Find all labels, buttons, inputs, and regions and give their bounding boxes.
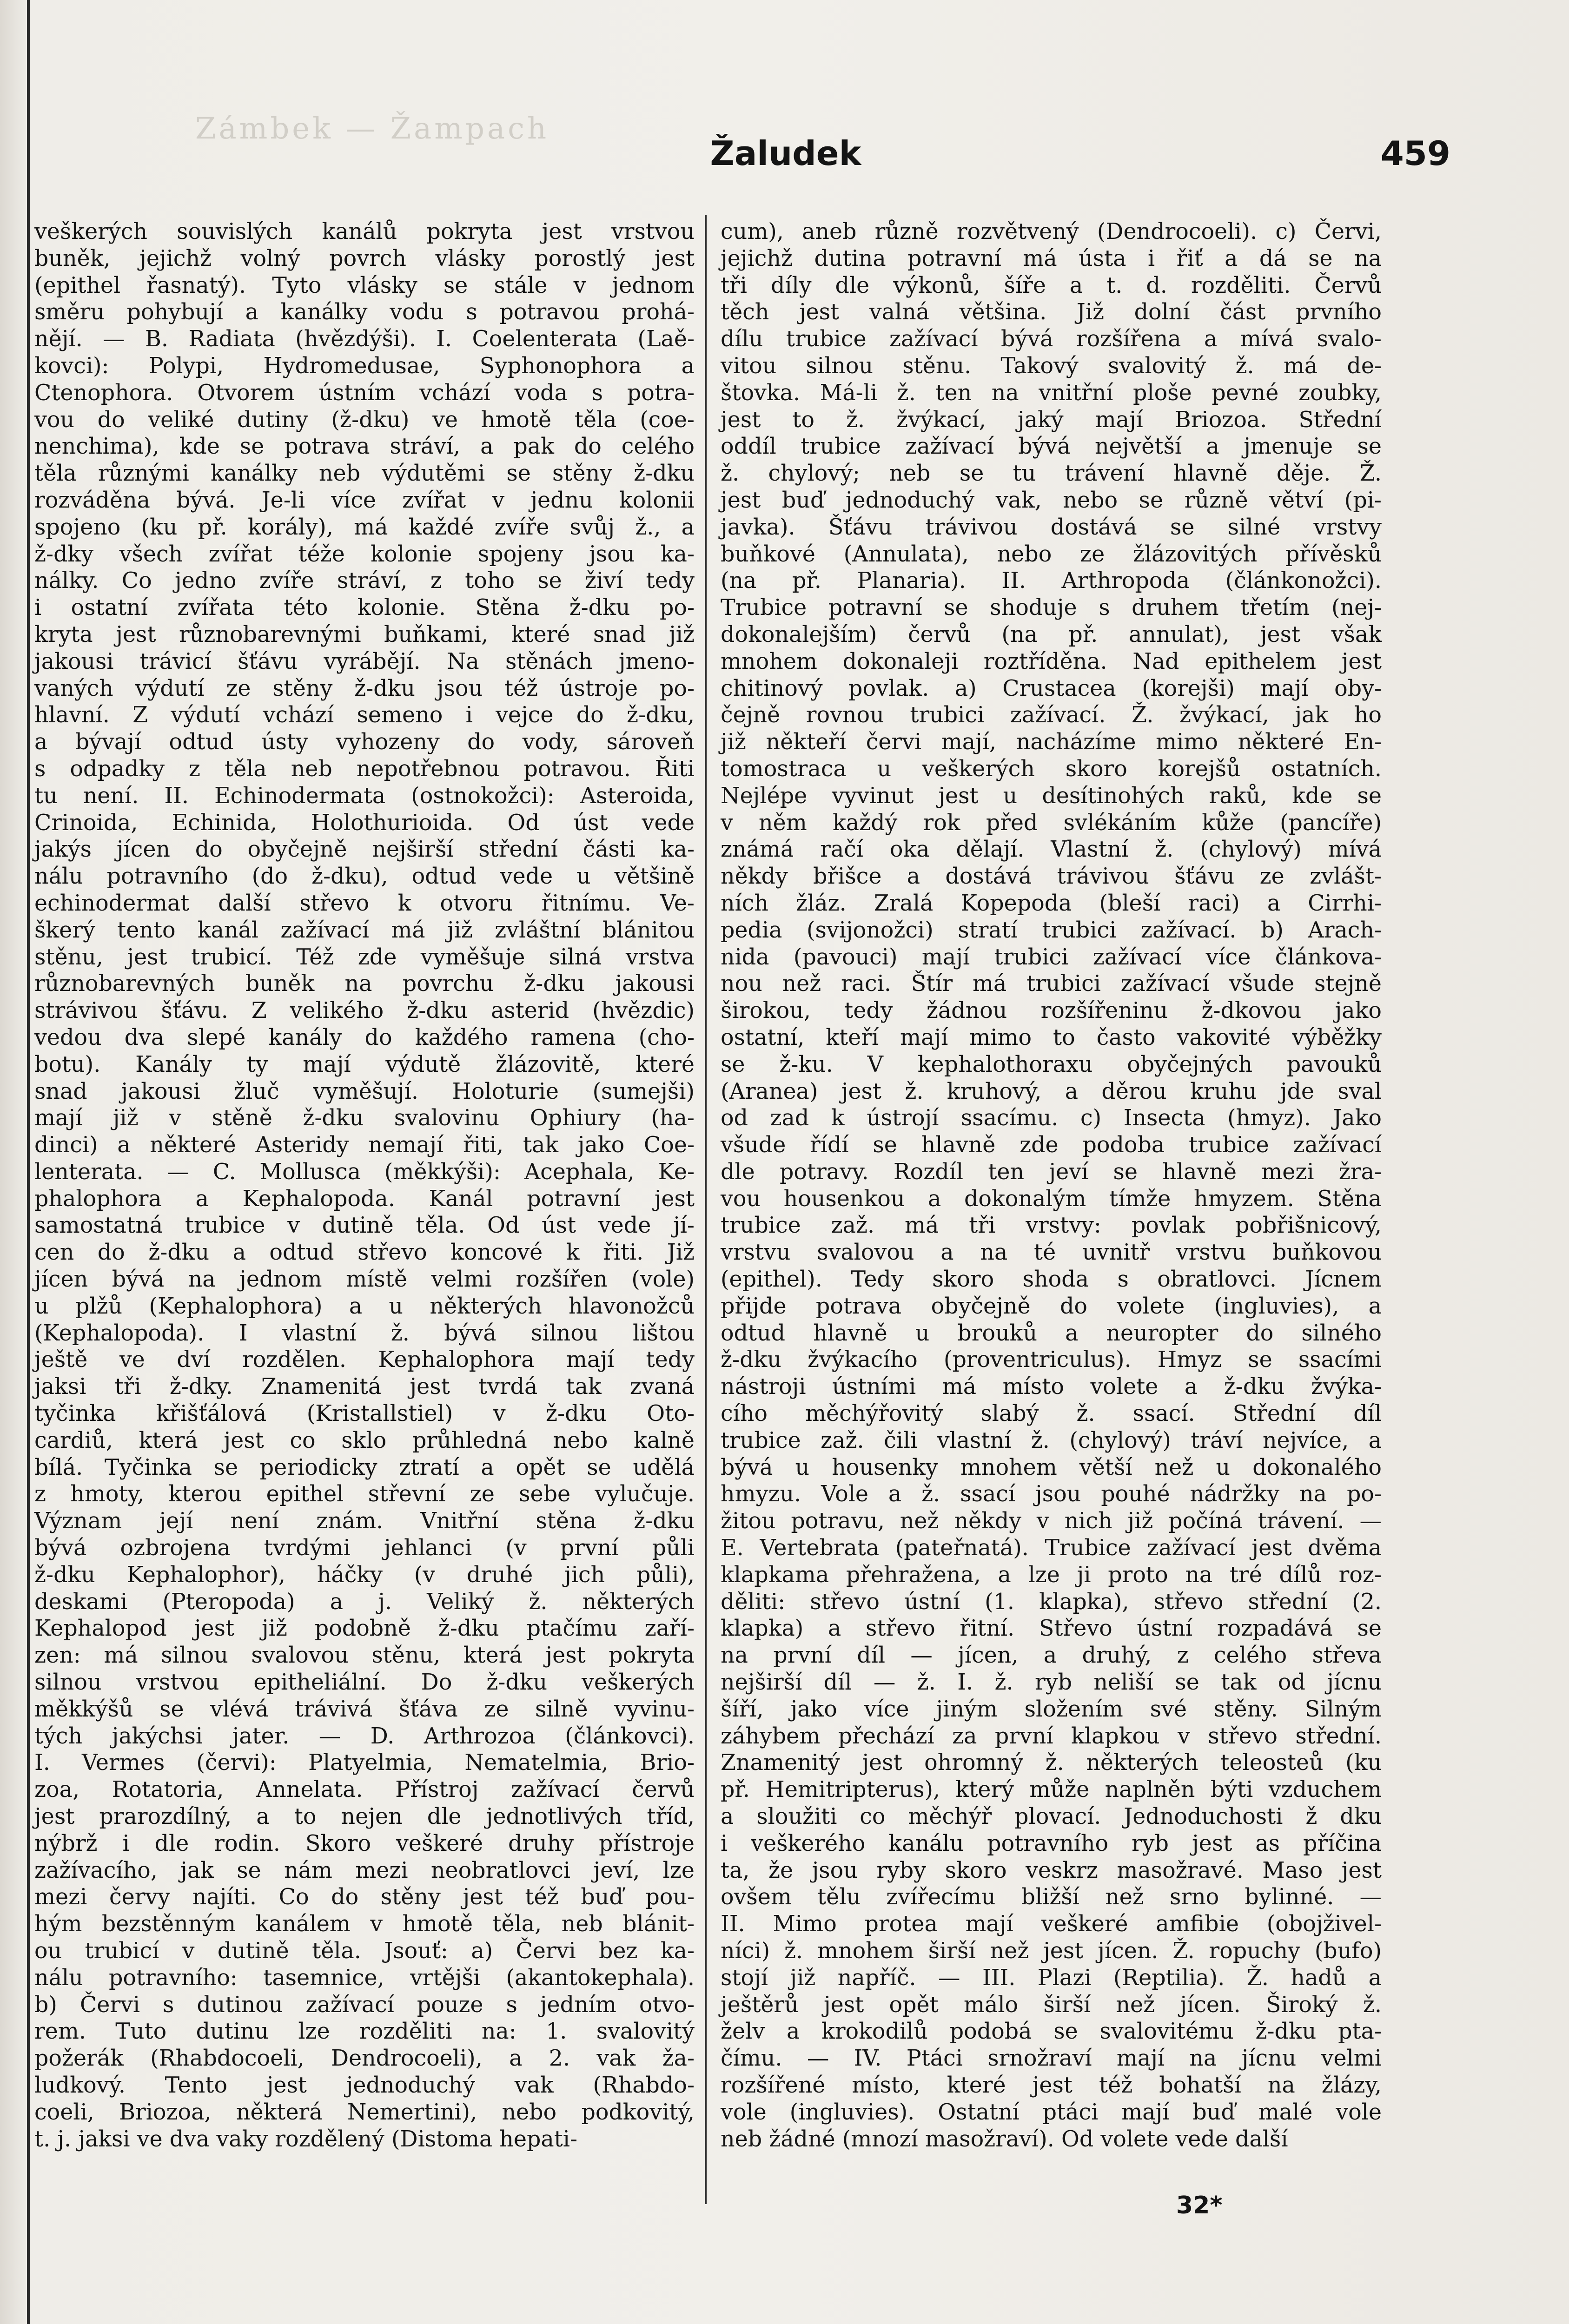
text-line: cího měchýřovitý slabý ž. ssací. Střední díl	[721, 1401, 1382, 1427]
text-line: nejširší díl — ž. I. ž. ryb neliší se tak od jícnu	[721, 1670, 1382, 1696]
text-line: známá račí oka dělají. Vlastní ž. (chylový) mívá	[721, 837, 1382, 863]
text-line: žitou potravu, než někdy v nich již počíná trávení. —	[721, 1508, 1382, 1534]
page-title: Žaludek	[710, 134, 861, 173]
text-line: zoa, Rotatoria, Annelata. Přístroj zažívací červů	[34, 1777, 695, 1803]
left-column	[34, 218, 695, 2152]
text-line: nálu potravního (do ž-dku), odtud vede u většině	[34, 864, 695, 890]
column-divider	[705, 215, 707, 2204]
text-line: vedou dva slepé kanály do každého ramena (cho-	[34, 1024, 695, 1050]
text-line: klapka) a střevo řitní. Střevo ústní rozpadává se	[721, 1616, 1382, 1642]
text-line: (epithel). Tedy skoro shoda s obratlovci. Jícnem	[721, 1267, 1382, 1293]
page-edge-rule	[27, 0, 30, 2324]
signature-mark: 32*	[1176, 2192, 1223, 2219]
text-line: někdy břišce a dostává trávivou šťávu ze zvlášt-	[721, 864, 1382, 890]
text-line: phalophora a Kephalopoda. Kanál potravní jest	[34, 1186, 695, 1212]
text-line: rozváděna bývá. Je-li více zvířat v jednu kolonii	[34, 487, 695, 513]
text-line: tu není. II. Echinodermata (ostnokožci): Asteroida,	[34, 783, 695, 809]
text-line: Ctenophora. Otvorem ústním vchází voda s potra-	[34, 380, 695, 406]
text-line: tých jakýchsi jater. — D. Arthrozoa (článkovci).	[34, 1723, 695, 1749]
text-line: buněk, jejichž volný povrch vlásky porostlý jest	[34, 245, 695, 271]
text-line: bílá. Tyčinka se periodicky ztratí a opět se udělá	[34, 1454, 695, 1480]
right-column	[721, 218, 1382, 2152]
text-line: ovšem tělu zvířecímu bližší než srno bylinné. —	[721, 1884, 1382, 1910]
text-line: chitinový povlak. a) Crustacea (korejši) mají oby-	[721, 675, 1382, 701]
text-line: mají již v stěně ž-dku svalovinu Ophiury (ha-	[34, 1105, 695, 1131]
text-line: mnohem dokonaleji roztříděna. Nad epithelem jest	[721, 648, 1382, 674]
text-line: u plžů (Kephalophora) a u některých hlavonožců	[34, 1293, 695, 1319]
page-number: 459	[1380, 134, 1450, 173]
text-line: a sloužiti co měchýř plovací. Jednoduchosti ž dku	[721, 1804, 1382, 1830]
text-line: nýbrž i dle rodin. Skoro veškeré druhy přístroje	[34, 1830, 695, 1856]
text-line: jest buď jednoduchý vak, nebo se různě větví (pi-	[721, 487, 1382, 513]
text-line: dinci) a některé Asteridy nemají řiti, tak jako Coe-	[34, 1132, 695, 1158]
text-line: kryta jest různobarevnými buňkami, které snad již	[34, 621, 695, 647]
text-line: želv a krokodilů podobá se svalovitému ž-dku pta-	[721, 2019, 1382, 2045]
text-line: tyčinka křišťálová (Kristallstiel) v ž-dku Oto-	[34, 1401, 695, 1427]
text-line: v něm každý rok před svlékáním kůže (pancíře)	[721, 810, 1382, 836]
text-line: snad jakousi žluč vyměšují. Holoturie (sumejši)	[34, 1078, 695, 1104]
text-line: jaksi tři ž-dky. Znamenitá jest tvrdá tak zvaná	[34, 1374, 695, 1400]
text-line: z hmoty, kterou epithel střevní ze sebe vylučuje.	[34, 1481, 695, 1507]
text-line: trubice zaž. čili vlastní ž. (chylový) tráví nejvíce, a	[721, 1427, 1382, 1453]
text-line: nou než raci. Štír má trubici zažívací všude stejně	[721, 971, 1382, 997]
text-line: bývá ozbrojena tvrdými jehlanci (v první půli	[34, 1535, 695, 1561]
text-line: ou trubicí v dutině těla. Jsouť: a) Červi bez ka-	[34, 1938, 695, 1964]
text-line: jícen bývá na jednom místě velmi rozšířen (vole)	[34, 1267, 695, 1293]
text-line: nenchima), kde se potrava stráví, a pak do celého	[34, 434, 695, 460]
text-line: II. Mimo protea mají veškeré amfibie (obojživel-	[721, 1911, 1382, 1937]
text-line: jejichž dutina potravní má ústa i řiť a dá se na	[721, 245, 1382, 271]
text-line: vou do veliké dutiny (ž-dku) ve hmotě těla (coe-	[34, 407, 695, 433]
text-line: nějí. — B. Radiata (hvězdýši). I. Coelenterata (Laě-	[34, 326, 695, 352]
text-line: záhybem přechází za první klapkou v střevo střední.	[721, 1723, 1382, 1749]
text-line: př. Hemitripterus), který může naplněn býti vzduchem	[721, 1777, 1382, 1803]
text-line: strávivou šťávu. Z velikého ž-dku asterid (hvězdic)	[34, 998, 695, 1024]
text-line: kovci): Polypi, Hydromedusae, Syphonophora a	[34, 353, 695, 379]
text-line: děliti: střevo ústní (1. klapka), střevo střední (2.	[721, 1589, 1382, 1615]
text-line: veškerých souvislých kanálů pokryta jest vrstvou	[34, 219, 695, 244]
text-line: trubice zaž. má tři vrstvy: povlak pobřišnicový,	[721, 1213, 1382, 1239]
text-line: silnou vrstvou epitheliální. Do ž-dku veškerých	[34, 1670, 695, 1696]
text-line: nálu potravního: tasemnice, vrtějši (akantokephala).	[34, 1965, 695, 1991]
text-line: ž-dky všech zvířat téže kolonie spojeny jsou ka-	[34, 541, 695, 567]
text-line: čímu. — IV. Ptáci srnožraví mají na jícnu velmi	[721, 2046, 1382, 2072]
text-line: cen do ž-dku a odtud střevo koncové k řiti. Již	[34, 1240, 695, 1266]
text-line: přijde potrava obyčejně do volete (ingluvies), a	[721, 1293, 1382, 1319]
text-line: jest prarozdílný, a to nejen dle jednotlivých tříd,	[34, 1804, 695, 1830]
text-line: ž-dku Kephalophor), háčky (v druhé jich půli),	[34, 1562, 695, 1588]
text-line: vitou silnou stěnu. Takový svalovitý ž. má de-	[721, 353, 1382, 379]
text-line: t. j. jaksi ve dva vaky rozdělený (Distoma hepati-	[34, 2126, 578, 2152]
text-line: různobarevných buněk na povrchu ž-dku jakousi	[34, 971, 695, 997]
text-line: vou housenkou a dokonalým tímže hmyzem. Stěna	[721, 1186, 1382, 1212]
bleed-through-text: Zámbek — Žampach	[195, 112, 549, 146]
text-line: coeli, Briozoa, některá Nemertini), nebo podkovitý,	[34, 2099, 695, 2125]
text-line: směru pohybují a kanálky vodu s potravou prohá-	[34, 299, 695, 325]
text-line: měkkýšů se vlévá trávivá šťáva ze silně vyvinu-	[34, 1696, 695, 1722]
text-line: ž-dku žvýkacího (proventriculus). Hmyz se ssacími	[721, 1347, 1382, 1373]
text-line: ních žláz. Zralá Kopepoda (bleší raci) a Cirrhi-	[721, 890, 1382, 916]
text-line: deskami (Pteropoda) a j. Veliký ž. některých	[34, 1589, 695, 1615]
text-line: škerý tento kanál zažívací má již zvláštní blánitou	[34, 917, 695, 943]
text-line: b) Červi s dutinou zažívací pouze s jedním otvo-	[34, 1992, 695, 2018]
text-line: a bývají odtud ústy vyhozeny do vody, sároveň	[34, 729, 695, 755]
text-line: Crinoida, Echinida, Holothurioida. Od úst vede	[34, 810, 695, 836]
text-line: klapkama přehražena, a lze ji proto na tré dílů roz-	[721, 1562, 1382, 1588]
text-line: (epithel řasnatý). Tyto vlásky se stále v jednom	[34, 272, 695, 298]
text-line: ž. chylový; neb se tu trávení hlavně děje. Ž.	[721, 461, 1382, 487]
text-line: vole (ingluvies). Ostatní ptáci mají buď malé vole	[721, 2099, 1382, 2125]
text-line: i ostatní zvířata této kolonie. Stěna ž-dku po-	[34, 595, 695, 621]
text-line: ještěrů jest opět málo širší než jícen. Široký ž.	[721, 1992, 1382, 2018]
text-line: echinodermat další střevo k otvoru řitnímu. Ve-	[34, 890, 695, 916]
text-line: čejně rovnou trubici zažívací. Ž. žvýkací, jak ho	[721, 702, 1382, 728]
text-line: stěnu, jest trubicí. Též zde vyměšuje silná vrstva	[34, 944, 695, 970]
text-line: šíří, jako více jiným složením své stěny. Silným	[721, 1696, 1382, 1722]
text-line: ludkový. Tento jest jednoduchý vak (Rhabdo-	[34, 2072, 695, 2098]
text-line: neb žádné (mnozí masožraví). Od volete vede další	[721, 2126, 1288, 2152]
text-line: zažívacího, jak se nám mezi neobratlovci jeví, lze	[34, 1857, 695, 1883]
text-line: hlavní. Z výdutí vchází semeno i vejce do ž-dku,	[34, 702, 695, 728]
text-line: tomostraca u veškerých skoro korejšů ostatních.	[721, 756, 1382, 782]
text-line: štovka. Má-li ž. ten na vnitřní ploše pevné zoubky,	[721, 380, 1382, 406]
text-line: tři díly dle výkonů, šíře a t. d. rozděliti. Červů	[721, 272, 1382, 298]
text-line: již někteří červi mají, nacházíme mimo některé En-	[721, 729, 1382, 755]
text-line: mezi červy najíti. Co do stěny jest též buď pou-	[34, 1884, 695, 1910]
text-line: (Aranea) jest ž. kruhový, a děrou kruhu jde sval	[721, 1078, 1382, 1104]
text-line: od zad k ústrojí ssacímu. c) Insecta (hmyz). Jako	[721, 1105, 1382, 1131]
text-line: jakousi trávicí šťávu vyrábějí. Na stěnách jmeno-	[34, 648, 695, 674]
text-line: spojeno (ku př. korály), má každé zvíře svůj ž., a	[34, 514, 695, 540]
text-line: s odpadky z těla neb nepotřebnou potravou. Řiti	[34, 756, 695, 782]
text-line: I. Vermes (červi): Platyelmia, Nematelmia, Brio-	[34, 1750, 695, 1776]
text-line: ta, že jsou ryby skoro veskrz masožravé. Maso jest	[721, 1857, 1382, 1883]
text-line: javka). Šťávu trávivou dostává se silné vrstvy	[721, 514, 1382, 540]
text-line: samostatná trubice v dutině těla. Od úst vede jí-	[34, 1213, 695, 1239]
text-line: jest to ž. žvýkací, jaký mají Briozoa. Střední	[721, 407, 1382, 433]
text-line: oddíl trubice zažívací bývá největší a jmenuje se	[721, 434, 1382, 460]
text-line: vaných výdutí ze stěny ž-dku jsou též ústroje po-	[34, 675, 695, 701]
text-line: Trubice potravní se shoduje s druhem třetím (nej-	[721, 595, 1382, 621]
text-line: stojí již napříč. — III. Plazi (Reptilia). Ž. hadů a	[721, 1965, 1382, 1991]
text-line: cardiů, která jest co sklo průhledná nebo kalně	[34, 1427, 695, 1453]
text-line: hým bezstěnným kanálem v hmotě těla, neb blánit-	[34, 1911, 695, 1937]
text-line: rem. Tuto dutinu lze rozděliti na: 1. svalovitý	[34, 2019, 695, 2045]
text-line: se ž-ku. V kephalothoraxu obyčejných pavouků	[721, 1051, 1382, 1077]
text-line: buňkové (Annulata), nebo ze žlázovitých přívěsků	[721, 541, 1382, 567]
text-line: těch jest valná většina. Již dolní část prvního	[721, 299, 1382, 325]
text-line: (na př. Planaria). II. Arthropoda (článkonožci).	[721, 568, 1382, 594]
text-line: širokou, tedy žádnou rozšířeninu ž-dkovou jako	[721, 998, 1382, 1024]
text-line: Znamenitý jest ohromný ž. některých teleosteů (ku	[721, 1750, 1382, 1776]
text-line: dle potravy. Rozdíl ten jeví se hlavně mezi žra-	[721, 1159, 1382, 1185]
text-line: na první díl — jícen, a druhý, z celého střeva	[721, 1643, 1382, 1669]
text-line: dokonalejším) červů (na př. annulat), jest však	[721, 621, 1382, 647]
text-line: nástroji ústními má místo volete a ž-dku žvýka-	[721, 1374, 1382, 1400]
text-line: lenterata. — C. Mollusca (měkkýši): Acephala, Ke-	[34, 1159, 695, 1185]
text-line: všude řídí se hlavně zde podoba trubice zažívací	[721, 1132, 1382, 1158]
text-line: zen: má silnou svalovou stěnu, která jest pokryta	[34, 1643, 695, 1669]
text-line: pedia (svijonožci) stratí trubici zažívací. b) Arach-	[721, 917, 1382, 943]
text-line: i veškerého kanálu potravního ryb jest as příčina	[721, 1830, 1382, 1856]
text-line: (Kephalopoda). I vlastní ž. bývá silnou lištou	[34, 1320, 695, 1346]
text-line: nálky. Co jedno zvíře stráví, z toho se živí tedy	[34, 568, 695, 594]
text-line: Význam její není znám. Vnitřní stěna ž-dku	[34, 1508, 695, 1534]
text-line: ještě ve dví rozdělen. Kephalophora mají tedy	[34, 1347, 695, 1373]
text-line: rozšířené místo, které jest též bohatší na žlázy,	[721, 2072, 1382, 2098]
text-line: nida (pavouci) mají trubici zažívací více článkova-	[721, 944, 1382, 970]
text-line: jakýs jícen do obyčejně nejširší střední části ka-	[34, 837, 695, 863]
text-line: níci) ž. mnohem širší než jest jícen. Ž. ropuchy (bufo)	[721, 1938, 1382, 1964]
text-line: vrstvu svalovou a na té uvnitř vrstvu buňkovou	[721, 1240, 1382, 1266]
text-line: Kephalopod jest již podobně ž-dku ptačímu zaří-	[34, 1616, 695, 1642]
text-line: bývá u housenky mnohem větší než u dokonalého	[721, 1454, 1382, 1480]
text-line: těla různými kanálky neb výdutěmi se stěny ž-dku	[34, 461, 695, 487]
text-line: cum), aneb různě rozvětvený (Dendrocoeli). c) Červi,	[721, 219, 1382, 244]
text-line: ostatní, kteří mají mimo to často vakovité výběžky	[721, 1024, 1382, 1050]
text-line: odtud hlavně u brouků a neuropter do silného	[721, 1320, 1382, 1346]
text-line: hmyzu. Vole a ž. ssací jsou pouhé nádržky na po-	[721, 1481, 1382, 1507]
text-line: E. Vertebrata (pateřnatá). Trubice zažívací jest dvěma	[721, 1535, 1382, 1561]
text-line: požerák (Rhabdocoeli, Dendrocoeli), a 2. vak ža-	[34, 2046, 695, 2072]
text-line: botu). Kanály ty mají výdutě žlázovitě, které	[34, 1051, 695, 1077]
text-line: dílu trubice zažívací bývá rozšířena a mívá svalo-	[721, 326, 1382, 352]
text-line: Nejlépe vyvinut jest u desítinohých raků, kde se	[721, 783, 1382, 809]
